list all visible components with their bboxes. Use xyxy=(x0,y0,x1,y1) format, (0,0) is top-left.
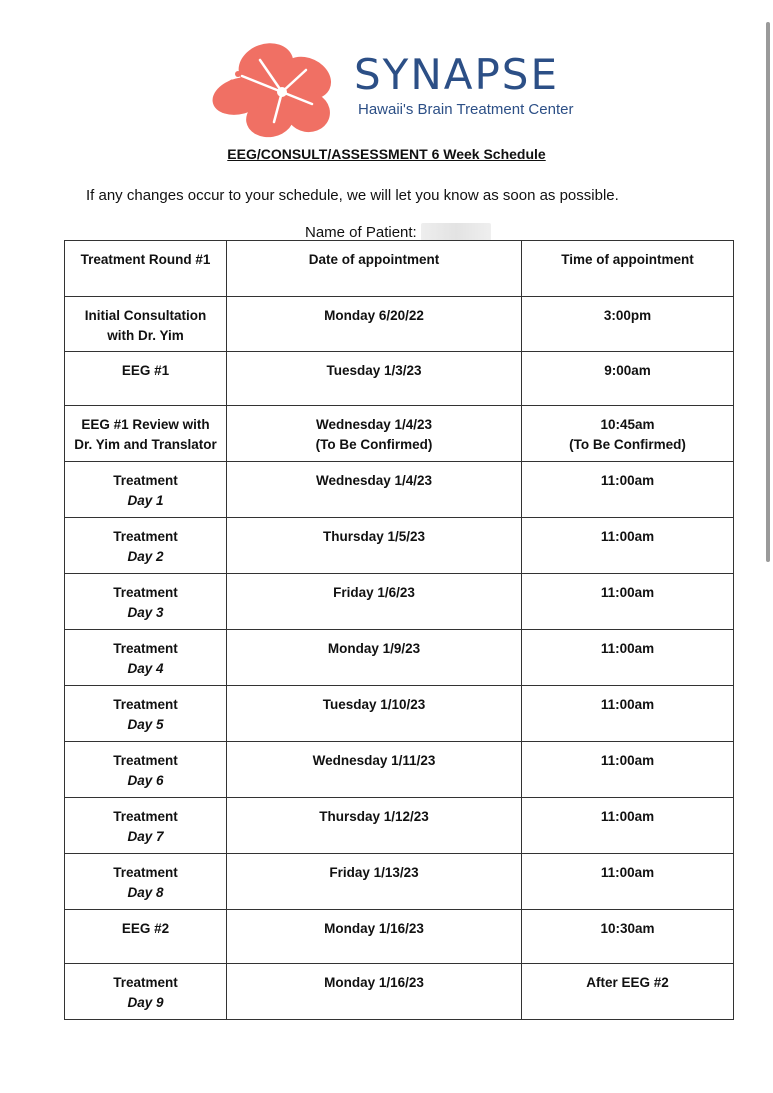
date-cell: Monday 1/16/23 xyxy=(227,910,522,964)
treatment-cell: EEG #1 xyxy=(65,352,227,406)
treatment-detail: Dr. Yim and Translator xyxy=(74,437,217,452)
date-cell: Wednesday 1/11/23 xyxy=(227,742,522,798)
time-cell: 11:00am xyxy=(522,854,734,910)
synapse-logo xyxy=(208,40,588,140)
treatment-cell xyxy=(65,518,227,574)
treatment-day: Day 2 xyxy=(127,549,164,564)
treatment-cell xyxy=(65,854,227,910)
treatment-day: Day 9 xyxy=(127,995,164,1010)
hibiscus-flower-icon xyxy=(208,40,338,140)
header-treatment-round: Treatment Round #1 xyxy=(65,241,227,297)
treatment-day: Day 7 xyxy=(127,829,164,844)
date-cell: Tuesday 1/10/23 xyxy=(227,686,522,742)
time-cell: 9:00am xyxy=(522,352,734,406)
time-cell: 11:00am xyxy=(522,630,734,686)
treatment-label: Initial Consultation xyxy=(84,308,207,323)
date-cell: Monday 1/16/23 xyxy=(227,964,522,1020)
treatment-label: Treatment xyxy=(113,753,178,768)
table-header-row xyxy=(65,241,734,297)
treatment-label: Treatment xyxy=(113,641,178,656)
schedule-notice: If any changes occur to your schedule, we will let you know as soon as possible. xyxy=(86,187,619,204)
date-cell: Thursday 1/12/23 xyxy=(227,798,522,854)
treatment-day: Day 8 xyxy=(127,885,164,900)
treatment-cell xyxy=(65,686,227,742)
time-cell: 11:00am xyxy=(522,798,734,854)
treatment-cell xyxy=(65,462,227,518)
patient-name-label: Name of Patient: xyxy=(305,223,417,241)
treatment-detail: with Dr. Yim xyxy=(107,328,184,343)
time-cell: 10:30am xyxy=(522,910,734,964)
table-row xyxy=(65,964,734,1020)
treatment-day: Day 5 xyxy=(127,717,164,732)
treatment-label: Treatment xyxy=(113,585,178,600)
date-cell: Monday 6/20/22 xyxy=(227,297,522,352)
treatment-label: Treatment xyxy=(113,473,178,488)
treatment-cell xyxy=(65,964,227,1020)
date-cell: Tuesday 1/3/23 xyxy=(227,352,522,406)
date-cell: Wednesday 1/4/23 xyxy=(227,462,522,518)
treatment-label: Treatment xyxy=(113,809,178,824)
table-row xyxy=(65,297,734,352)
treatment-label: Treatment xyxy=(113,865,178,880)
date-note: (To Be Confirmed) xyxy=(315,437,433,452)
redacted-name xyxy=(421,223,491,241)
treatment-cell xyxy=(65,798,227,854)
treatment-cell xyxy=(65,574,227,630)
document-title: EEG/CONSULT/ASSESSMENT 6 Week Schedule xyxy=(227,146,546,162)
date-cell: Thursday 1/5/23 xyxy=(227,518,522,574)
table-row xyxy=(65,462,734,518)
table-row xyxy=(65,406,734,462)
treatment-cell xyxy=(65,406,227,462)
header-time: Time of appointment xyxy=(522,241,734,297)
time-cell: 11:00am xyxy=(522,686,734,742)
patient-name-field xyxy=(305,223,491,241)
time-cell: 11:00am xyxy=(522,518,734,574)
date-label: Wednesday 1/4/23 xyxy=(315,417,433,432)
table-row xyxy=(65,574,734,630)
table-row xyxy=(65,518,734,574)
time-cell: 11:00am xyxy=(522,742,734,798)
date-cell: Friday 1/6/23 xyxy=(227,574,522,630)
treatment-cell xyxy=(65,297,227,352)
treatment-label: EEG #1 Review with xyxy=(81,417,210,432)
treatment-cell xyxy=(65,742,227,798)
treatment-day: Day 6 xyxy=(127,773,164,788)
table-row xyxy=(65,686,734,742)
date-cell: Monday 1/9/23 xyxy=(227,630,522,686)
table-row xyxy=(65,910,734,964)
treatment-label: Treatment xyxy=(113,529,178,544)
table-row xyxy=(65,798,734,854)
treatment-label: Treatment xyxy=(113,697,178,712)
date-cell xyxy=(227,406,522,462)
table-row xyxy=(65,352,734,406)
schedule-table xyxy=(64,240,734,1020)
treatment-day: Day 3 xyxy=(127,605,164,620)
treatment-label: Treatment xyxy=(113,975,178,990)
time-cell: 11:00am xyxy=(522,574,734,630)
table-row xyxy=(65,630,734,686)
treatment-day: Day 4 xyxy=(127,661,164,676)
brand-name: SYNAPSE xyxy=(354,50,559,99)
time-cell: 3:00pm xyxy=(522,297,734,352)
time-cell: After EEG #2 xyxy=(522,964,734,1020)
brand-tagline: Hawaii's Brain Treatment Center xyxy=(358,101,574,118)
header-date: Date of appointment xyxy=(227,241,522,297)
table-row xyxy=(65,742,734,798)
time-cell: 11:00am xyxy=(522,462,734,518)
time-note: (To Be Confirmed) xyxy=(569,437,686,452)
table-row xyxy=(65,854,734,910)
treatment-day: Day 1 xyxy=(127,493,164,508)
time-label: 10:45am xyxy=(600,417,655,432)
treatment-cell xyxy=(65,630,227,686)
time-cell xyxy=(522,406,734,462)
treatment-cell: EEG #2 xyxy=(65,910,227,964)
scrollbar[interactable] xyxy=(766,22,770,562)
date-cell: Friday 1/13/23 xyxy=(227,854,522,910)
